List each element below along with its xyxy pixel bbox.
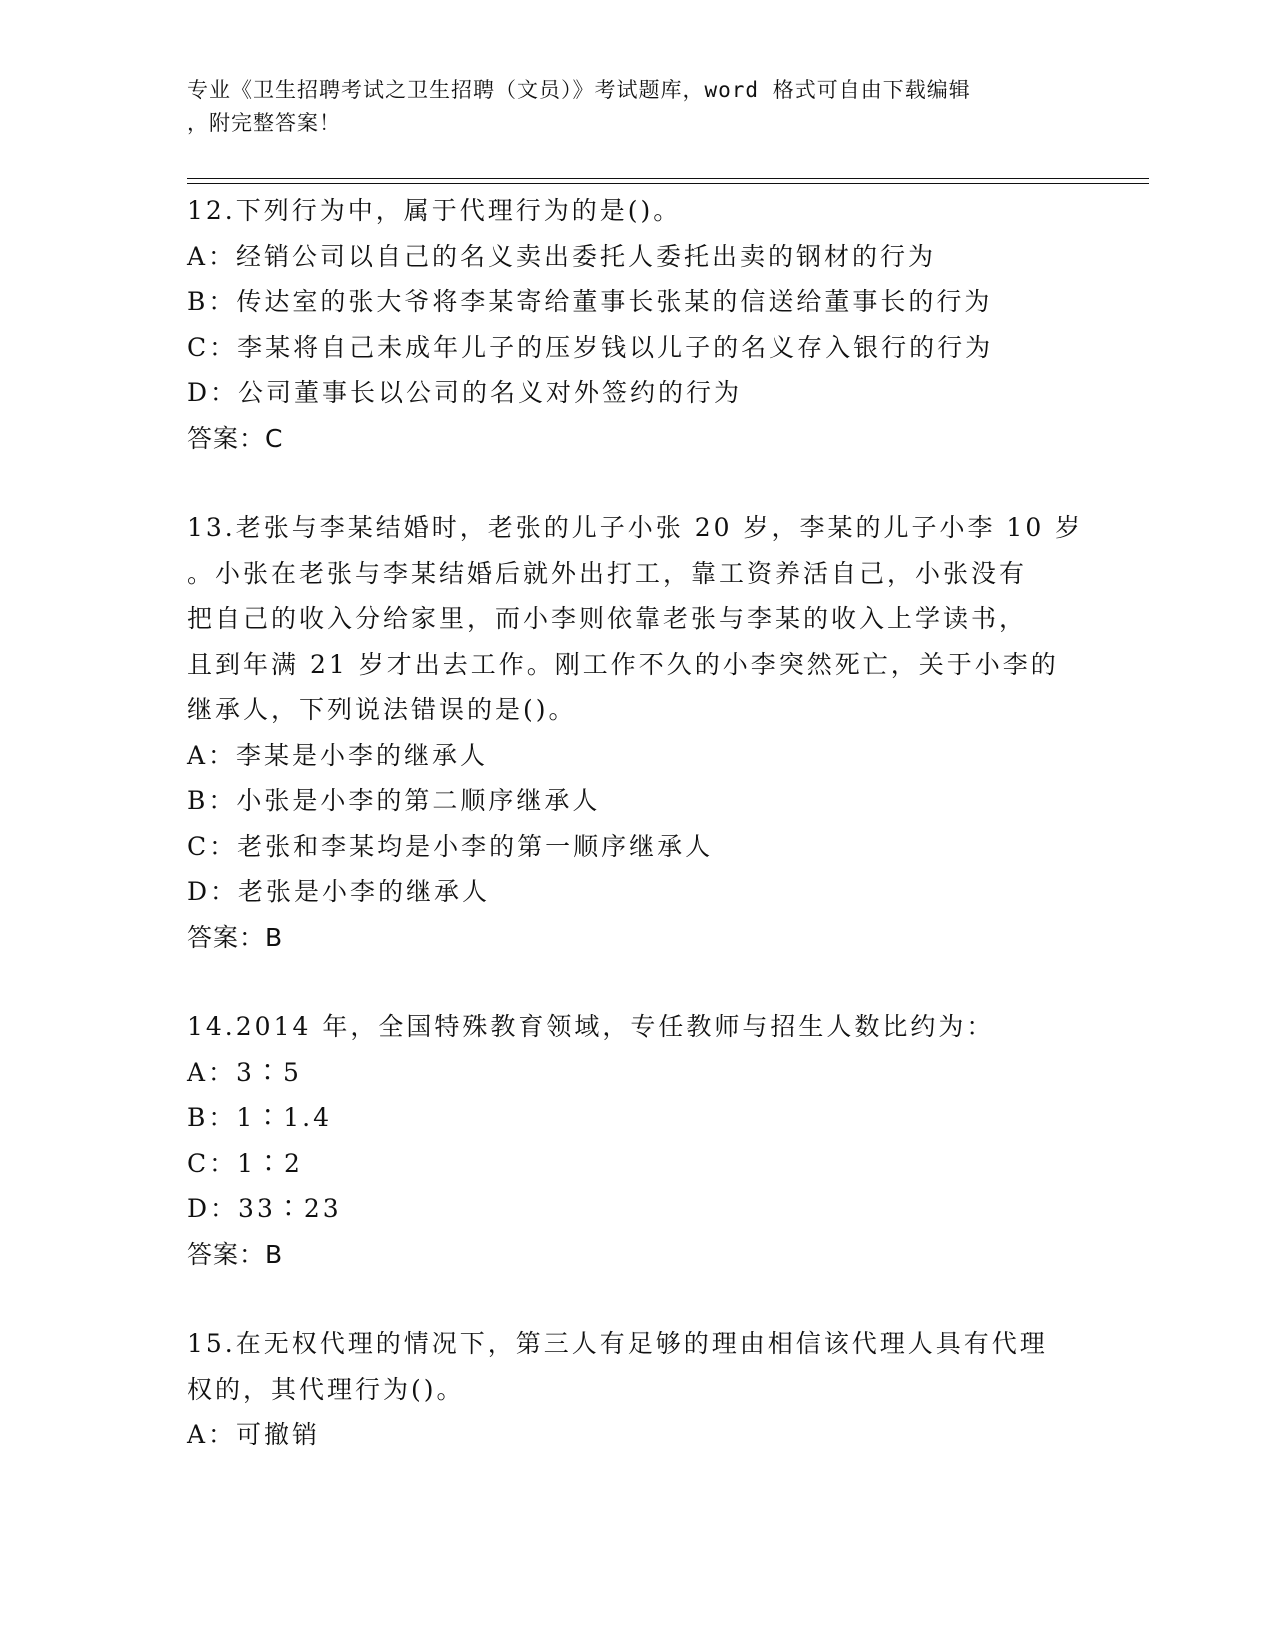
- option-b: B：传达室的张大爷将李某寄给董事长张某的信送给董事长的行为: [187, 287, 993, 316]
- question-stem-line: 且到年满 21 岁才出去工作。刚工作不久的小李突然死亡，关于小李的: [187, 649, 1059, 679]
- question-stem-line: 权的，其代理行为()。: [187, 1374, 465, 1404]
- option-c: C：老张和李某均是小李的第一顺序继承人: [187, 831, 714, 861]
- question-list: [187, 188, 1084, 1458]
- option-b: B：1∶1.4: [187, 1103, 333, 1132]
- question-14: [187, 1004, 1077, 1277]
- header-line-2: ，附完整答案！: [187, 111, 341, 135]
- option-d: D：公司董事长以公司的名义对外签约的行为: [187, 378, 743, 407]
- header-divider-top: [187, 178, 1149, 179]
- question-stem-line: 。小张在老张与李某结婚后就外出打工，靠工资养活自己，小张没有: [187, 558, 1028, 588]
- question-stem: 14.2014 年，全国特殊教育领域，专任教师与招生人数比约为：: [187, 1012, 995, 1041]
- option-d: D：老张是小李的继承人: [187, 877, 491, 906]
- question-stem-line: 继承人，下列说法错误的是()。: [187, 695, 577, 724]
- option-c: C：1∶2: [187, 1148, 303, 1178]
- question-stem: 12.下列行为中，属于代理行为的是()。: [187, 196, 682, 225]
- option-b: B：小张是小李的第二顺序继承人: [187, 786, 601, 815]
- question-stem-line: 15.在无权代理的情况下，第三人有足够的理由相信该代理人具有代理: [187, 1329, 1048, 1358]
- option-c: C：李某将自己未成年儿子的压岁钱以儿子的名义存入银行的行为: [187, 332, 994, 362]
- option-d: D：33∶23: [187, 1194, 342, 1223]
- option-a: A：李某是小李的继承人: [187, 740, 489, 770]
- answer-label: 答案：C: [187, 423, 284, 453]
- question-12: [187, 188, 1077, 461]
- header-line-1: 专业《卫生招聘考试之卫生招聘（文员）》考试题库，word 格式可自由下载编辑: [187, 78, 971, 102]
- option-a: A：可撤销: [187, 1420, 321, 1449]
- option-a: A：3∶5: [187, 1057, 302, 1087]
- question-13: [187, 505, 1084, 960]
- answer-label: 答案：B: [187, 922, 284, 952]
- option-a: A：经销公司以自己的名义卖出委托人委托出卖的钢材的行为: [187, 241, 937, 271]
- question-stem-line: 13.老张与李某结婚时，老张的儿子小张 20 岁，李某的儿子小李 10 岁: [187, 513, 1084, 542]
- question-stem-line: 把自己的收入分给家里，而小李则依靠老张与李某的收入上学读书，: [187, 604, 1028, 633]
- question-15: [187, 1321, 1077, 1458]
- document-header: [187, 74, 1067, 140]
- answer-label: 答案：B: [187, 1239, 284, 1269]
- header-divider-bottom: [187, 183, 1149, 184]
